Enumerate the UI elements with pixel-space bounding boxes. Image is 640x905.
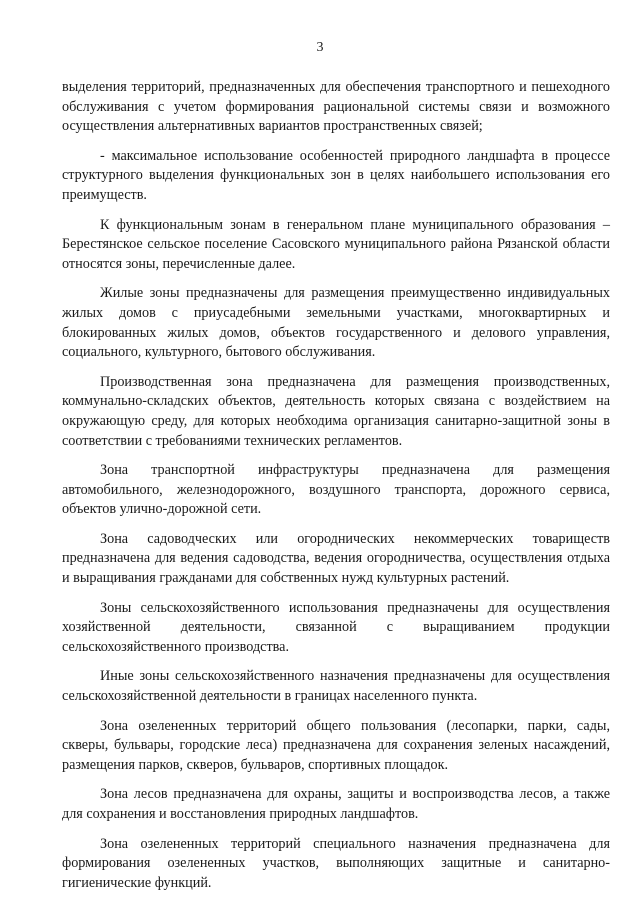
body-text: [62, 78, 610, 893]
paragraph-functional-zones-intro: К функциональным зонам в генеральном плане муниципального образования – Берестянское сельское поселение Сасовского муниципального района Рязанской области относятся зоны, перечисленные далее.: [62, 216, 610, 272]
paragraph-other-agricultural-zones: Иные зоны сельскохозяйственного назначения предназначены для осуществления сельскохозяйственной деятельности в границах населенного пункта.: [62, 668, 610, 705]
paragraph-gardening-zone: Зона садоводческих или огороднических некоммерческих товариществ предназначена для ведения садоводства, ведения огородничества, осуществления отдыха и выращивания гражданами для собственных нужд культурных растений.: [62, 530, 610, 587]
paragraph-forest-zone: Зона лесов предназначена для охраны, защиты и воспроизводства лесов, а также для сохранения и восстановления природных ландшафтов.: [62, 786, 610, 822]
paragraph-zone-territories-continuation: выделения территорий, предназначенных для обеспечения транспортного и пешеходного обслуживания с учетом формирования рациональной системы связи и возможного осуществления альтернативных вариантов пространственных связей;: [62, 79, 610, 135]
paragraph-residential-zones: Жилые зоны предназначены для размещения преимущественно индивидуальных жилых домов с приусадебными земельными участками, многоквартирных и блокированных жилых домов, объектов государственного и делового управления, социального, культурного, бытового обслуживания.: [62, 285, 610, 361]
paragraph-transport-zone: Зона транспортной инфраструктуры предназначена для размещения автомобильного, железнодорожного, воздушного транспорта, дорожного сервиса, объектов улично-дорожной сети.: [62, 462, 610, 518]
page-number: 3: [316, 40, 324, 55]
paragraph-production-zone: Производственная зона предназначена для размещения производственных, коммунально-складских объектов, деятельность которых связана с воздействием на окружающую среду, для которых необходима организация санитарно-защитной зоны в соответствии с требованиями технических регламентов.: [62, 373, 610, 449]
paragraph-public-green-zone: Зона озелененных территорий общего пользования (лесопарки, парки, сады, скверы, бульвары, городские леса) предназначена для сохранения зеленых насаждений, размещения парков, скверов, бульваров, спортивных площадок.: [62, 717, 610, 773]
paragraph-natural-landscape: - максимальное использование особенностей природного ландшафта в процессе структурного выделения функциональных зон в целях наибольшего использования его преимуществ.: [62, 147, 610, 203]
paragraph-agricultural-use-zones: Зоны сельскохозяйственного использования предназначены для осуществления хозяйственной деятельности, связанной с выращиванием продукции сельскохозяйственного производства.: [62, 599, 610, 655]
paragraph-special-green-zone: Зона озелененных территорий специального назначения предназначена для формирования озелененных участков, выполняющих защитные и санитарно-гигиенические функций.: [62, 835, 610, 891]
